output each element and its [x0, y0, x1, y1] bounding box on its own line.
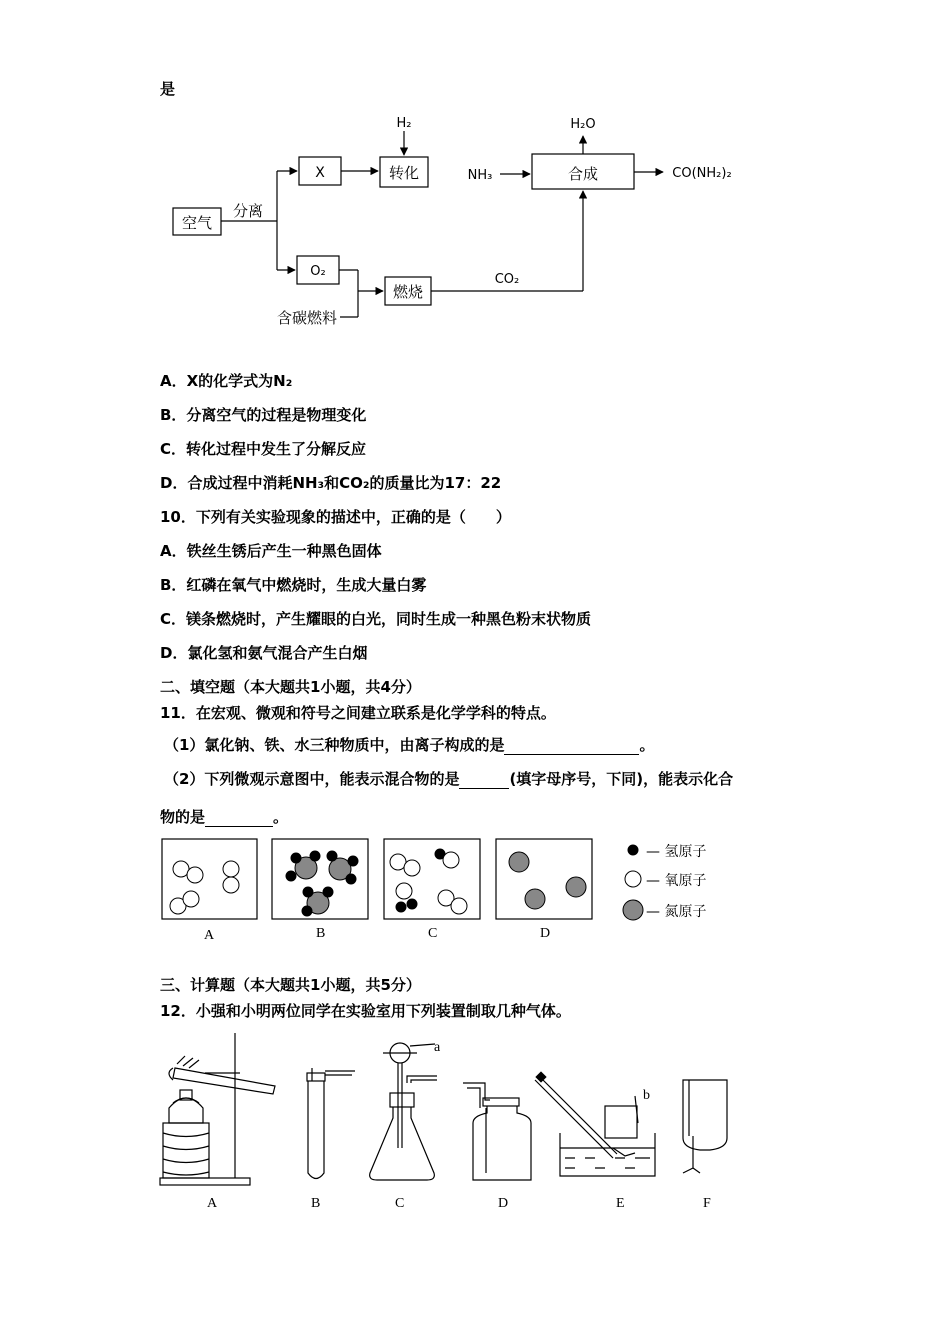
apparatus-d [463, 1083, 531, 1180]
q9-option-c: C．转化过程中发生了分解反应 [160, 440, 367, 458]
micro-a-molecules [170, 861, 239, 914]
apparatus-caption-b: B [311, 1196, 321, 1211]
q11-blank-2[interactable] [459, 772, 509, 789]
apparatus-label-b-part: b [643, 1088, 650, 1103]
h2-label: H₂ [396, 116, 412, 131]
apparatus-caption-c: C [395, 1196, 405, 1211]
process-flow-diagram [160, 105, 780, 335]
apparatus-c [370, 1043, 437, 1180]
q11-part1 [164, 734, 654, 755]
q10-option-d: D．氯化氢和氨气混合产生白烟 [160, 644, 368, 662]
micro-label-a: A [204, 928, 215, 943]
q10-stem: 10．下列有关实验现象的描述中，正确的是（ ） [160, 508, 511, 526]
micro-b-molecules [286, 851, 358, 916]
legend-o-symbol [625, 871, 641, 887]
q11-part2-text-c: 物的是 [160, 808, 206, 826]
legend-n: — 氮原子 [646, 904, 707, 920]
q11-part1-end: 。 [639, 736, 655, 754]
micro-label-c: C [428, 926, 438, 941]
legend-n-symbol [623, 900, 643, 920]
x-label: X [315, 165, 325, 181]
section-2-title: 二、填空题（本大题共1小题，共4分） [160, 678, 421, 696]
synth-label: 合成 [567, 165, 599, 183]
burn-label: 燃烧 [392, 283, 424, 301]
apparatus-caption-d: D [498, 1196, 509, 1211]
top-fragment: 是 [160, 80, 176, 98]
separate-label: 分离 [232, 202, 264, 220]
legend-o: — 氧原子 [646, 873, 707, 889]
legend-h-symbol [628, 845, 638, 855]
q10-option-b: B．红磷在氧气中燃烧时，生成大量白雾 [160, 576, 427, 594]
section-3-title: 三、计算题（本大题共1小题，共5分） [160, 976, 421, 994]
q11-part2-text-a: （2）下列微观示意图中，能表示混合物的是 [164, 770, 460, 788]
q10-option-c: C．镁条燃烧时，产生耀眼的白光，同时生成一种黑色粉末状物质 [160, 610, 592, 628]
micro-label-b: B [316, 926, 326, 941]
air-label: 空气 [181, 214, 213, 232]
apparatus-caption-f: F [703, 1196, 711, 1211]
q12-stem: 12．小强和小明两位同学在实验室用下列装置制取几种气体。 [160, 1002, 571, 1020]
q9-option-a: A．X的化学式为N₂ [160, 372, 293, 390]
apparatus-caption-e: E [616, 1196, 625, 1211]
apparatus-a [160, 1033, 275, 1185]
micro-c-molecules [390, 849, 467, 914]
convert-label: 转化 [388, 164, 420, 182]
apparatus-caption-a: A [207, 1196, 218, 1211]
micro-label-d: D [540, 926, 551, 941]
q11-part2 [164, 768, 733, 789]
apparatus-e [535, 1076, 655, 1176]
nh3-label: NH₃ [467, 168, 493, 183]
q11-part2-end: 。 [273, 808, 289, 826]
micro-d-atoms [509, 852, 586, 909]
o2-label: O₂ [310, 264, 326, 279]
q11-blank-3[interactable] [205, 810, 273, 827]
q9-option-d: D．合成过程中消耗NH₃和CO₂的质量比为17：22 [160, 474, 502, 492]
urea-label: CO(NH₂)₂ [672, 166, 732, 181]
apparatus-f [683, 1080, 727, 1173]
q9-option-b: B．分离空气的过程是物理变化 [160, 406, 367, 424]
q10-option-a: A．铁丝生锈后产生一种黑色固体 [160, 542, 382, 560]
q11-part2-text-b: (填字母序号，下同)，能表示化合 [509, 770, 734, 788]
q11-stem: 11．在宏观、微观和符号之间建立联系是化学学科的特点。 [160, 704, 556, 722]
apparatus-b [307, 1068, 355, 1179]
q11-blank-1[interactable] [504, 738, 639, 755]
co2-label: CO₂ [494, 272, 520, 287]
q11-part1-text: （1）氯化钠、铁、水三种物质中，由离子构成的是 [164, 736, 505, 754]
q11-part2-cont [160, 806, 288, 827]
h2o-label: H₂O [570, 117, 596, 132]
apparatus-diagram [155, 1028, 745, 1193]
apparatus-label-a-part: a [434, 1040, 441, 1055]
legend-h: — 氢原子 [646, 844, 707, 860]
fuel-label: 含碳燃料 [276, 309, 338, 327]
